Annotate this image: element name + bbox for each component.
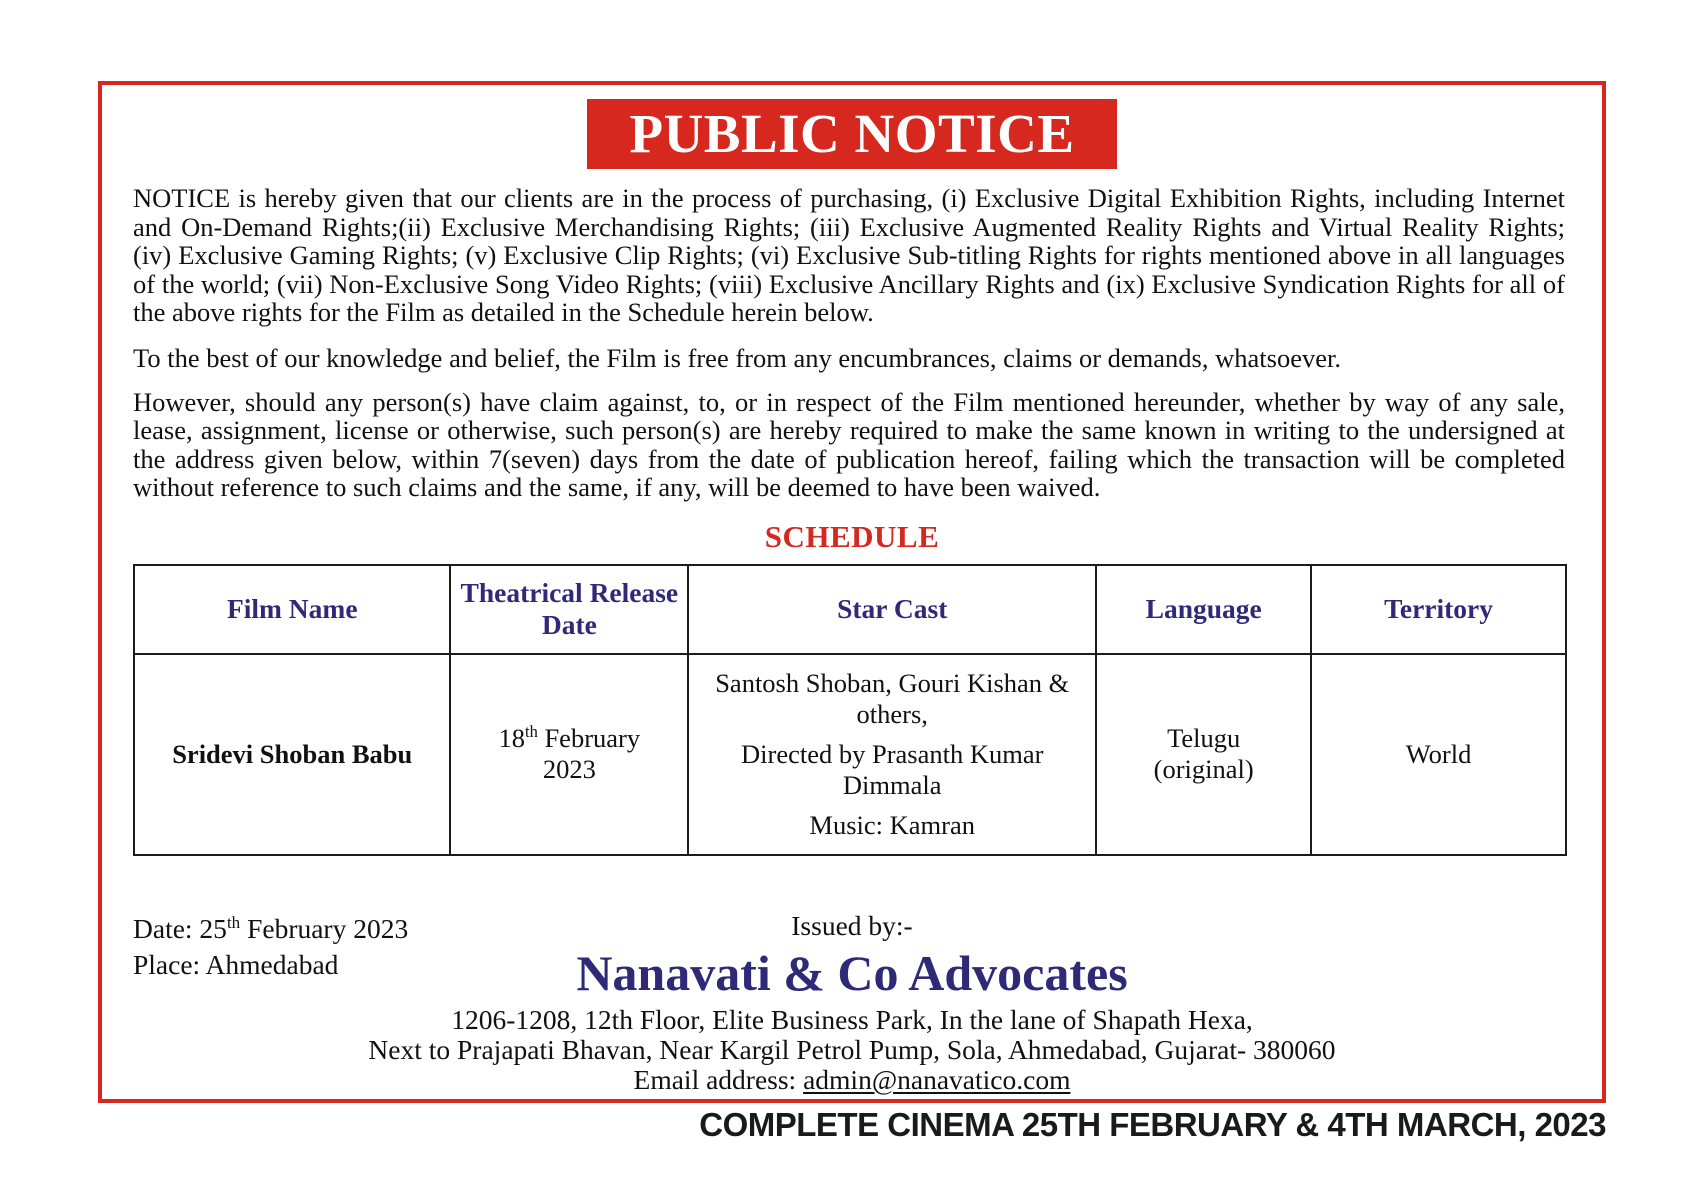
date-place-block (133, 911, 408, 983)
column-header-language: Language (1096, 565, 1311, 654)
notice-paragraph-encumbrances: To the best of our knowledge and belief, the Film is free from any encumbrances, claims or demands, whatsoever. (133, 342, 1341, 373)
cell-language (1096, 654, 1311, 855)
column-header-star-cast: Star Cast (688, 565, 1096, 654)
star-cast-actors: Santosh Shoban, Gouri Kishan & others, (715, 667, 1070, 729)
release-month: February (537, 723, 641, 754)
firm-address-line1: 1206-1208, 12th Floor, Elite Business Park, In the lane of Shapath Hexa, (451, 1003, 1253, 1035)
schedule-heading: SCHEDULE (764, 518, 940, 554)
release-day-ordinal: th (525, 722, 538, 742)
column-header-film-name: Film Name (134, 565, 450, 654)
date-rest: February 2023 (240, 912, 409, 944)
notice-paragraph-claims: However, should any person(s) have claim against, to, or in respect of the Film mentioned hereunder, whether by way of any sale, lease, assignment, license or otherwise, such person(s) are hereby required to make the same known in writing to the undersigned at the address given below, within 7(seven) days from the date of publication hereof, failing which the transaction will be completed without reference to such claims and the same, if any, will be deemed to have been waived. (133, 386, 1565, 503)
notice-paragraph-rights: NOTICE is hereby given that our clients are in the process of purchasing, (i) Exclusive Digital Exhibition Rights, including Internet and On-Demand Rights;(ii) Exclusive Merchandising Rights; (iii) Exclusive Augmented Reality Rights and Virtual Reality Rights; (iv) Exclusive Gaming Rights; (v) Exclusive Clip Rights; (vi) Exclusive Sub-titling Rights for rights mentioned above in all languages of the world; (vii) Non-Exclusive Song Video Rights; (viii) Exclusive Ancillary Rights and (ix) Exclusive Syndication Rights for all of the above rights for the Film as detailed in the Schedule herein below. (133, 183, 1565, 328)
footer-section (102, 910, 1602, 1095)
cell-film-name: Sridevi Shoban Babu (134, 654, 450, 855)
firm-address-line2: Next to Prajapati Bhavan, Near Kargil Petrol Pump, Sola, Ahmedabad, Gujarat- 380060 (368, 1033, 1336, 1065)
cell-release-date (450, 654, 688, 855)
cell-star-cast (688, 654, 1096, 855)
language-name: Telugu (1167, 723, 1241, 754)
release-day: 18 (498, 723, 526, 754)
language-qualifier: (original) (1153, 754, 1254, 785)
date-ordinal: th (226, 912, 241, 932)
release-date-line2: 2023 (542, 754, 596, 785)
table-header-row (134, 565, 1566, 654)
release-date-line1 (459, 723, 679, 754)
cell-territory: World (1311, 654, 1566, 855)
star-cast-music: Music: Kamran (809, 809, 976, 840)
notice-place: Place: Ahmedabad (133, 948, 339, 980)
issued-by-label: Issued by:- (791, 909, 913, 941)
column-header-territory: Territory (1311, 565, 1566, 654)
star-cast-director: Directed by Prasanth Kumar Dimmala (741, 738, 1044, 800)
email-address-link[interactable]: admin@nanavatico.com (803, 1063, 1071, 1095)
publication-credit: COMPLETE CINEMA 25TH FEBRUARY & 4TH MARCH, 2023 (699, 1106, 1606, 1143)
public-notice-document (98, 81, 1606, 1103)
date-text: Date: 25 (133, 912, 227, 944)
column-header-release-date: Theatrical Release Date (450, 565, 688, 654)
email-label: Email address: (633, 1063, 804, 1095)
page-title: PUBLIC NOTICE (587, 99, 1116, 169)
email-line (102, 1065, 1602, 1095)
schedule-table (133, 564, 1567, 856)
firm-name: Nanavati & Co Advocates (576, 944, 1128, 1001)
notice-date (133, 911, 408, 947)
table-row (134, 654, 1566, 855)
